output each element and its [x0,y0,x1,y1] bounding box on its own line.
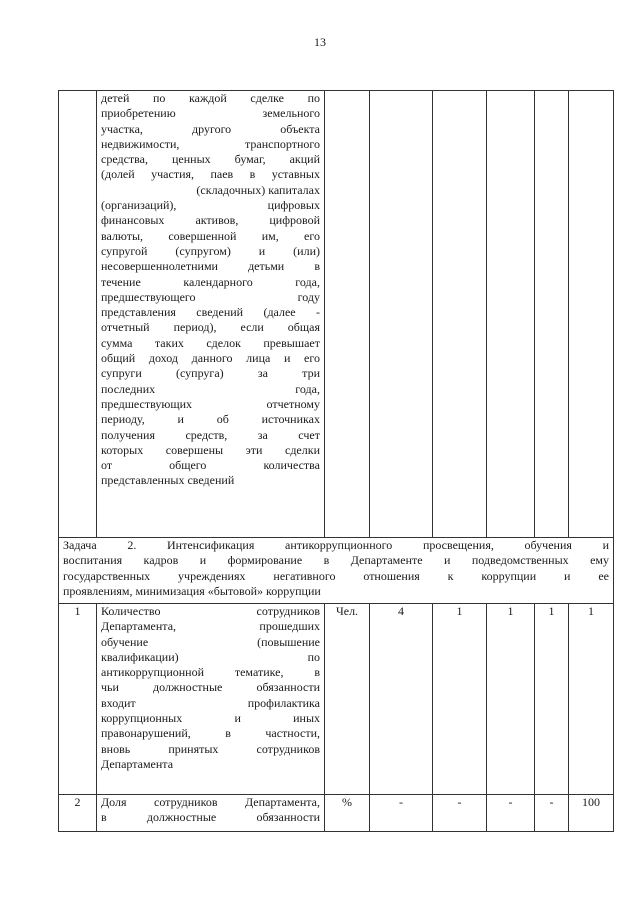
row-number: 1 [59,604,97,795]
value-cell: 1 [569,604,614,795]
description-line: коррупционных и иных [101,711,320,726]
description-line: (организаций), цифровых [101,198,320,213]
value-cell [569,91,614,538]
unit-cell: Чел. [325,604,370,795]
description-line: в должностные обязанности [101,810,320,825]
unit-cell: % [325,795,370,832]
description-line: (долей участия, паев в уставных [101,167,320,182]
description-line: вновь принятых сотрудников [101,741,320,756]
description-line: входит профилактика [101,695,320,710]
description-line: предшествующего году [101,289,320,304]
description-line: Количество сотрудников [101,604,320,618]
value-cell: 1 [535,604,569,795]
description-line: отчетный период), если общая [101,320,320,335]
description-line: обучение (повышение [101,634,320,649]
description-line: Доля сотрудников Департамента, [101,795,320,809]
description-line: течение календарного года, [101,274,320,289]
description-line: участка, другого объекта [101,121,320,136]
description-line: сумма таких сделок превышает [101,335,320,350]
table-row [59,604,614,795]
value-cell: - [535,795,569,832]
value-cell: - [370,795,433,832]
description-line: несовершеннолетними детьми в [101,259,320,274]
value-cell: 100 [569,795,614,832]
page-number: 13 [314,35,326,49]
description-line: детей по каждой сделке по [101,91,320,105]
description-line: представленных сведений [101,473,235,488]
description-line: чьи должностные обязанности [101,680,320,695]
description-line: валюты, совершенной им, его [101,228,320,243]
table-row [59,795,614,832]
description-line: финансовых активов, цифровой [101,213,320,228]
value-cell [433,91,487,538]
value-cell: 1 [433,604,487,795]
value-cell: - [487,795,535,832]
description-line: получения средств, за счет [101,427,320,442]
value-cell: - [433,795,487,832]
description-line: от общего количества [101,458,320,473]
task-line: воспитания кадров и формирование в Департаменте и подведомственных ему [63,553,609,568]
task-line: проявлениям, минимизация «бытовой» коррупции [63,583,321,598]
description-cell [97,795,325,832]
description-line: последних года, [101,381,320,396]
description-line: периоду, и об источниках [101,412,320,427]
task-line: Задача 2. Интенсификация антикоррупционного просвещения, обучения и [63,538,609,552]
value-cell [535,91,569,538]
description-line: квалификации) по [101,649,320,664]
description-cell [97,604,325,795]
description-line: которых совершены эти сделки [101,442,320,457]
description-line: правонарушений, в частности, [101,726,320,741]
task-row [59,538,614,604]
description-line: супруги (супруга) за три [101,366,320,381]
description-line: средства, ценных бумаг, акций [101,152,320,167]
description-line: антикоррупционной тематике, в [101,665,320,680]
description-line: Департамента [101,756,174,771]
description-line: недвижимости, транспортного [101,136,320,151]
value-cell: 1 [487,604,535,795]
description-line: супругой (супругом) и (или) [101,243,320,258]
description-line: общий доход данного лица и его [101,351,320,366]
description-line: представления сведений (далее - [101,305,320,320]
row-number: 2 [59,795,97,832]
unit-cell [325,91,370,538]
task-line: государственных учреждениях негативного отношения к коррупции и ее [63,568,609,583]
description-line: (складочных) капиталах [196,182,320,197]
description-line: предшествующих отчетному [101,396,320,411]
task-heading [59,538,614,604]
description-cell [97,91,325,538]
indicators-table [58,90,614,832]
table-row-continuation [59,91,614,538]
value-cell: 4 [370,604,433,795]
value-cell [370,91,433,538]
row-number-cell [59,91,97,538]
description-line: Департамента, прошедших [101,619,320,634]
description-line: приобретению земельного [101,106,320,121]
value-cell [487,91,535,538]
